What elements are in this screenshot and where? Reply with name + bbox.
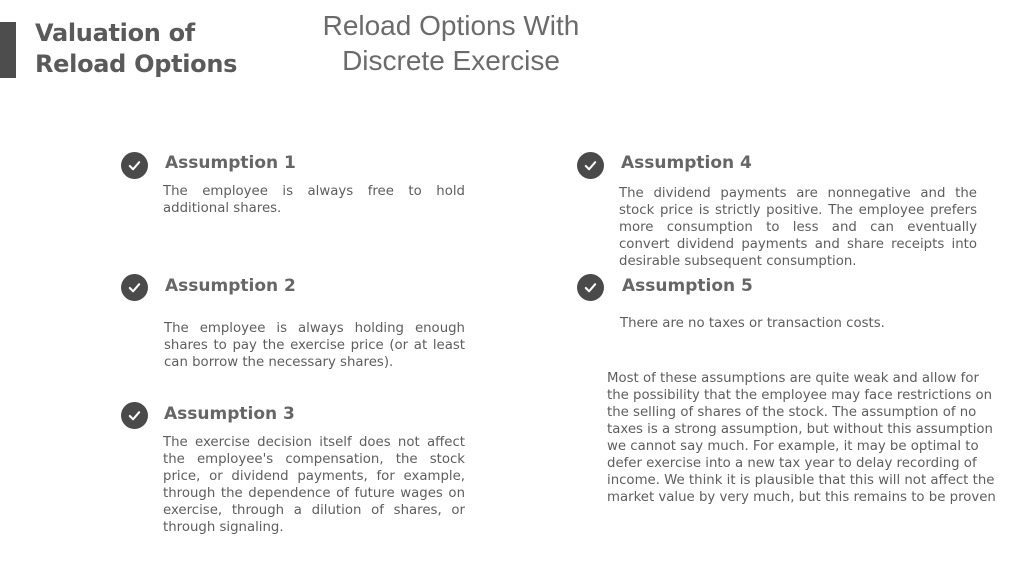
section-title xyxy=(35,18,295,80)
assumption-2-text: The employee is always holding enough shares to pay the exercise price (or at least can borrow the necessary shares). xyxy=(164,321,465,370)
check-circle-icon xyxy=(577,274,604,301)
assumption-2-title: Assumption 2 xyxy=(165,276,296,296)
section-title-line1: Valuation of xyxy=(35,19,195,47)
assumption-4-text: The dividend payments are nonnegative and the stock price is strictly positive. The employee prefers more consumption to less and can eventually convert dividend payments and share receipts into desirable subsequent consumption. xyxy=(619,186,977,269)
check-circle-icon xyxy=(577,152,604,179)
assumptions-note: Most of these assumptions are quite weak and allow for the possibility that the employee may face restrictions on the selling of shares of the stock. The assumption of no taxes is a strong assumption, but without this assumption we cannot say much. For example, it may be optimal to defer exercise into a new tax year to delay recording of income. We think it is plausible that this will not affect the market value by very much, but this remains to be proven xyxy=(607,371,996,505)
assumption-1-text: The employee is always free to hold additional shares. xyxy=(163,184,465,216)
check-circle-icon xyxy=(121,152,148,179)
accent-bar xyxy=(0,22,16,78)
slide-title-line1: Reload Options With xyxy=(322,10,580,41)
check-circle-icon xyxy=(121,274,148,301)
section-title-line2: Reload Options xyxy=(35,50,238,78)
assumption-5-text: There are no taxes or transaction costs. xyxy=(620,316,885,331)
check-circle-icon xyxy=(121,402,148,429)
assumption-3-title: Assumption 3 xyxy=(164,404,295,424)
assumption-3-text: The exercise decision itself does not affect the employee's compensation, the stock price, or dividend payments, for example, through the dependence of future wages on exercise, through a dilution of shares, or through signaling. xyxy=(163,435,465,535)
assumption-4-title: Assumption 4 xyxy=(621,153,752,173)
assumption-5-title: Assumption 5 xyxy=(622,276,753,296)
slide-title-line2: Discrete Exercise xyxy=(342,45,560,76)
slide-title xyxy=(301,8,601,78)
assumption-1-title: Assumption 1 xyxy=(165,153,296,173)
